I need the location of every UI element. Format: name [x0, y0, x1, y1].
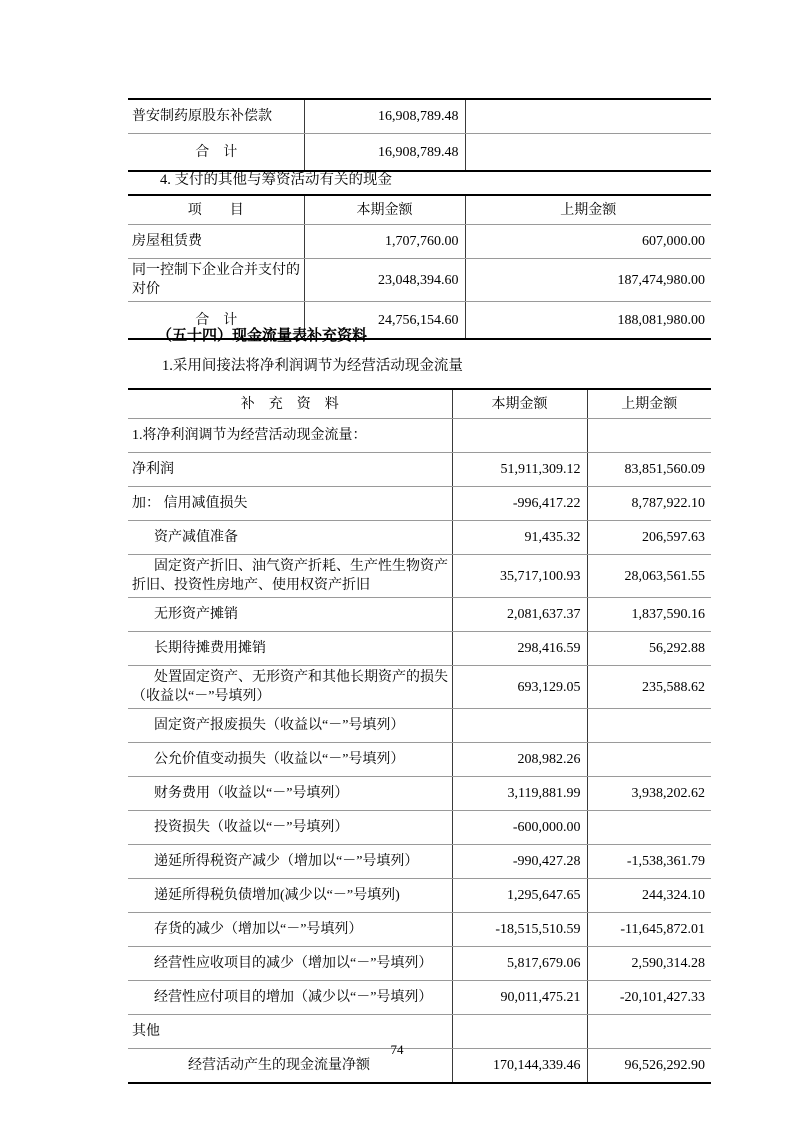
- prior-amount: [465, 134, 711, 172]
- current-amount: 23,048,394.60: [304, 259, 465, 302]
- table-row: [128, 259, 711, 302]
- row-label: 存货的减少（增加以“－”号填列）: [128, 913, 452, 947]
- current-amount: 16,908,789.48: [304, 99, 465, 134]
- prior-amount: 187,474,980.00: [465, 259, 711, 302]
- current-amount: -600,000.00: [452, 811, 587, 845]
- prior-amount: -1,538,361.79: [587, 845, 711, 879]
- table-header-row: [128, 195, 711, 225]
- table-row: [128, 981, 711, 1015]
- prior-amount: 96,526,292.90: [624, 1058, 705, 1073]
- prior-amount: 206,597.63: [587, 521, 711, 555]
- row-label: 投资损失（收益以“－”号填列）: [128, 811, 452, 845]
- table-row: [128, 419, 711, 453]
- supplement-table-header: [128, 389, 711, 419]
- current-amount: 1,295,647.65: [452, 879, 587, 913]
- current-amount: 5,817,679.06: [452, 947, 587, 981]
- prior-amount: 244,324.10: [587, 879, 711, 913]
- table-row: [128, 487, 711, 521]
- current-amount: 90,011,475.21: [452, 981, 587, 1015]
- prior-amount: 56,292.88: [587, 632, 711, 666]
- table-row: [128, 632, 711, 666]
- current-amount: 16,908,789.48: [304, 134, 465, 172]
- table-row: [128, 709, 711, 743]
- current-amount: [452, 419, 587, 453]
- financing-cash-table-header: [128, 195, 711, 225]
- table-row: [128, 598, 711, 632]
- current-amount: -996,417.22: [452, 487, 587, 521]
- row-label: 加： 信用减值损失: [128, 487, 452, 521]
- row-label: 同一控制下企业合并支付的对价: [128, 259, 304, 302]
- table-row: [128, 555, 711, 598]
- compensation-table: [128, 98, 711, 172]
- row-label: 递延所得税负债增加(减少以“－”号填列): [128, 879, 452, 913]
- current-amount: 2,081,637.37: [452, 598, 587, 632]
- row-label: 公允价值变动损失（收益以“－”号填列）: [128, 743, 452, 777]
- column-header-current-amount: 本期金额: [452, 389, 587, 419]
- row-label: 财务费用（收益以“－”号填列）: [128, 777, 452, 811]
- prior-amount: [587, 419, 711, 453]
- table-row: [128, 743, 711, 777]
- row-label: 经营活动产生的现金流量净额: [128, 1049, 452, 1084]
- row-label: 经营性应付项目的增加（减少以“－”号填列）: [128, 981, 452, 1015]
- prior-amount: [587, 811, 711, 845]
- prior-amount: -11,645,872.01: [587, 913, 711, 947]
- column-header-current-amount: 本期金额: [304, 195, 465, 225]
- row-label: 1.将净利润调节为经营活动现金流量：: [128, 419, 452, 453]
- row-label: 净利润: [128, 453, 452, 487]
- row-label: 合 计: [128, 134, 304, 172]
- prior-amount: 235,588.62: [587, 666, 711, 709]
- prior-amount: 8,787,922.10: [587, 487, 711, 521]
- financing-cash-table: [128, 194, 711, 340]
- table-header-row: [128, 389, 711, 419]
- prior-amount: [587, 709, 711, 743]
- current-amount: 3,119,881.99: [452, 777, 587, 811]
- current-amount: [452, 709, 587, 743]
- section-heading-cashflow-supplement: （五十四）现金流量表补充资料: [157, 328, 368, 344]
- table-row: [128, 225, 711, 259]
- row-label: 固定资产报废损失（收益以“－”号填列）: [128, 709, 452, 743]
- prior-amount: 607,000.00: [465, 225, 711, 259]
- table-row: [128, 666, 711, 709]
- prior-amount: 188,081,980.00: [617, 312, 705, 328]
- row-label: 资产减值准备: [128, 521, 452, 555]
- current-amount: 24,756,154.60: [304, 302, 465, 340]
- prior-amount: 2,590,314.28: [587, 947, 711, 981]
- supplement-table-body: [128, 419, 711, 1084]
- column-header-prior-amount: 上期金额: [587, 389, 711, 419]
- row-label: 递延所得税资产减少（增加以“－”号填列）: [128, 845, 452, 879]
- column-header-item: 项 目: [128, 195, 304, 225]
- current-amount: -990,427.28: [452, 845, 587, 879]
- table-row: [128, 453, 711, 487]
- table-row: [128, 134, 711, 172]
- prior-amount: 28,063,561.55: [587, 555, 711, 598]
- prior-amount: 83,851,560.09: [587, 453, 711, 487]
- table-row: [128, 99, 711, 134]
- current-amount: -18,515,510.59: [452, 913, 587, 947]
- current-amount: 51,911,309.12: [452, 453, 587, 487]
- current-amount: 170,144,339.46: [452, 1049, 587, 1084]
- page-number: 74: [390, 1042, 404, 1057]
- row-label: 固定资产折旧、油气资产折耗、生产性生物资产折旧、投资性房地产、使用权资产折旧: [128, 555, 452, 598]
- supplement-table: [128, 388, 711, 1084]
- row-label: 合 计: [128, 302, 304, 340]
- column-header-prior-amount: 上期金额: [465, 195, 711, 225]
- row-label: 无形资产摊销: [128, 598, 452, 632]
- column-header-supplement-info: 补 充 资 料: [128, 389, 452, 419]
- current-amount: 298,416.59: [452, 632, 587, 666]
- row-label: 其他: [128, 1015, 452, 1049]
- current-amount: 1,707,760.00: [304, 225, 465, 259]
- row-label: 普安制药原股东补偿款: [128, 99, 304, 134]
- table-row: [128, 845, 711, 879]
- table-row: [128, 811, 711, 845]
- prior-amount: -20,101,427.33: [587, 981, 711, 1015]
- table-row: [128, 947, 711, 981]
- prior-amount: 3,938,202.62: [587, 777, 711, 811]
- row-label: 经营性应收项目的减少（增加以“－”号填列）: [128, 947, 452, 981]
- row-label: 长期待摊费用摊销: [128, 632, 452, 666]
- table-row: [128, 913, 711, 947]
- current-amount: 693,129.05: [452, 666, 587, 709]
- table-row: [128, 521, 711, 555]
- table-row: [128, 777, 711, 811]
- current-amount: 208,982.26: [452, 743, 587, 777]
- prior-amount: 1,837,590.16: [587, 598, 711, 632]
- section-heading-financing-cash: 4. 支付的其他与筹资活动有关的现金: [160, 172, 392, 188]
- compensation-table-body: [128, 99, 711, 171]
- table-row: [128, 879, 711, 913]
- section-subheading-indirect-method: 1.采用间接法将净利润调节为经营活动现金流量: [162, 358, 463, 374]
- prior-amount: [465, 99, 711, 134]
- row-label: 房屋租赁费: [128, 225, 304, 259]
- row-label: 处置固定资产、无形资产和其他长期资产的损失（收益以“－”号填列）: [128, 666, 452, 709]
- current-amount: 91,435.32: [452, 521, 587, 555]
- prior-amount: [587, 743, 711, 777]
- current-amount: 35,717,100.93: [452, 555, 587, 598]
- financing-cash-table-body: [128, 225, 711, 340]
